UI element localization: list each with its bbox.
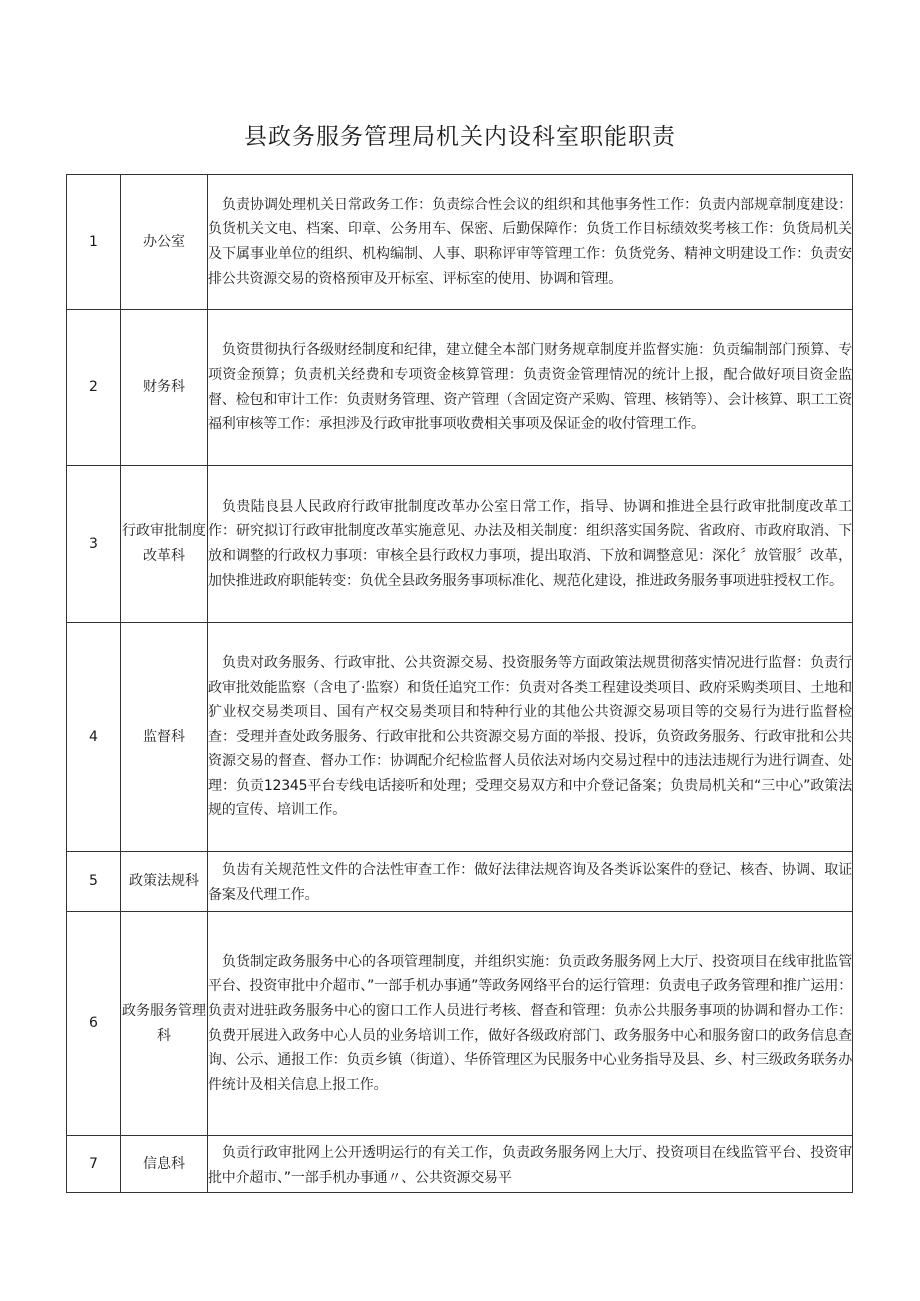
department-name: 政务服务管理科 xyxy=(121,912,208,1136)
department-duties: 负货制定政务服务中心的各项管理制度，并组织实施：负贡政务服务网上大厅、投资项目在线审批监管平台、投资审批中介超市、”一部手机办事通”等政务网络平台的运行管理：负责电子政务管理和推广运用：负责对进驻政务服务中心的窗口工作人员进行考核、督查和管理：负赤公共服务事项的协调和督办工作：负费开展进入政务中心人员的业务培训工作，做好各级政府部门、政务服务中心和服务窗口的政务信息查询、公示、通报工作：负贡乡镇（街道）、华侨管理区为民服务中心业务指导及县、乡、村三级政务联务办件统计及相关信息上报工作。 xyxy=(208,912,853,1136)
department-name: 监督科 xyxy=(121,623,208,852)
duties-table xyxy=(66,174,853,1193)
department-duties: 负责协调处理机关日常政务工作：负责综合性会议的组织和其他事务性工作：负责内部规章制度建设：负货机关文电、档案、印章、公务用车、保密、后勤保障作：负货工作目标绩效奖考核工作：负货局机关及下属事业单位的组织、机构编制、人事、职称评审等管理工作：负货党务、精神文明建设工作：负责安排公共资源交易的资格预审及开标室、评标室的使用、协调和管理。 xyxy=(208,175,853,310)
department-duties: 负齿有关规范性文件的合法性审查工作：做好法律法规咨询及各类诉讼案件的登记、核杳、协调、取证备案及代理工作。 xyxy=(208,852,853,912)
table-row xyxy=(67,623,853,852)
table-row xyxy=(67,852,853,912)
department-duties: 负资贯彻执行各级财经制度和纪律，建立健全本部门财务规章制度并监督实施：负贡编制部门预算、专项资金预算；负责机关经费和专项资金核算管理：负责资金管理情况的统计上报，配合做好项目资金监督、检包和审计工作：负责财务管理、资产管理（含固定资产采购、管理、核销等）、会计核算、职工工资福利审核等工作：承担涉及行政审批事项收费相关事项及保证金的收付管理工作。 xyxy=(208,310,853,466)
row-number: 4 xyxy=(67,623,121,852)
table-row xyxy=(67,912,853,1136)
department-name: 财务科 xyxy=(121,310,208,466)
row-number: 2 xyxy=(67,310,121,466)
row-number: 7 xyxy=(67,1136,121,1193)
table-row xyxy=(67,1136,853,1193)
department-name: 行政审批制度改革科 xyxy=(121,466,208,623)
table-row xyxy=(67,310,853,466)
row-number: 1 xyxy=(67,175,121,310)
department-duties: 负贡行政审批网上公开透明运行的有关工作，负责政务服务网上大厅、投资项目在线监管平台、投资审批中介超市、”一部手机办事通〃、公共资源交易平 xyxy=(208,1136,853,1193)
department-duties: 负贵对政务服务、行政审批、公共资源交易、投资服务等方面政策法规贯彻落实情况进行监督：负责行政审批效能监察（含电了·监察）和货任追究工作：负责对各类工程建设类项目、政府采购类项目、土地和犷业权交易类项目、国有产权交易类项目和特种行业的其他公共资源交易项目等的交易行为进行监督检查：受理并查处政务服务、行政审批和公共资源交易方面的举报、投诉，负资政务服务、行政审批和公共资源交易的督查、督办工作：协调配介纪检监督人员依法对场内交易过程中的违法违规行为进行调查、处理：负贡12345平台专线电话接听和处理；受理交易双方和中介登记备案；负贵局机关和“三中心”政策法规的宣传、培训工作。 xyxy=(208,623,853,852)
department-name: 政策法规科 xyxy=(121,852,208,912)
table-row xyxy=(67,175,853,310)
row-number: 6 xyxy=(67,912,121,1136)
row-number: 3 xyxy=(67,466,121,623)
department-name: 办公室 xyxy=(121,175,208,310)
department-duties: 负贵陆良县人民政府行政审批制度改革办公室日常工作，指导、协调和推进全县行政审批制度改革工作：研究拟订行政审批制度改革实施意见、办法及相关制度：组织落实国务院、省政府、市政府取消、下放和调整的行政权力事项：审核全县行政权力事项，提出取消、下放和调整意见：深化〞放管服〞改革，加快推进政府职能转变：负优全县政务服务事项标准化、规范化建设，推进政务服务事项进驻授权工作。 xyxy=(208,466,853,623)
table-row xyxy=(67,466,853,623)
row-number: 5 xyxy=(67,852,121,912)
department-name: 信息科 xyxy=(121,1136,208,1193)
page-title: 县政务服务管理局机关内设科室职能职责 xyxy=(244,124,676,150)
